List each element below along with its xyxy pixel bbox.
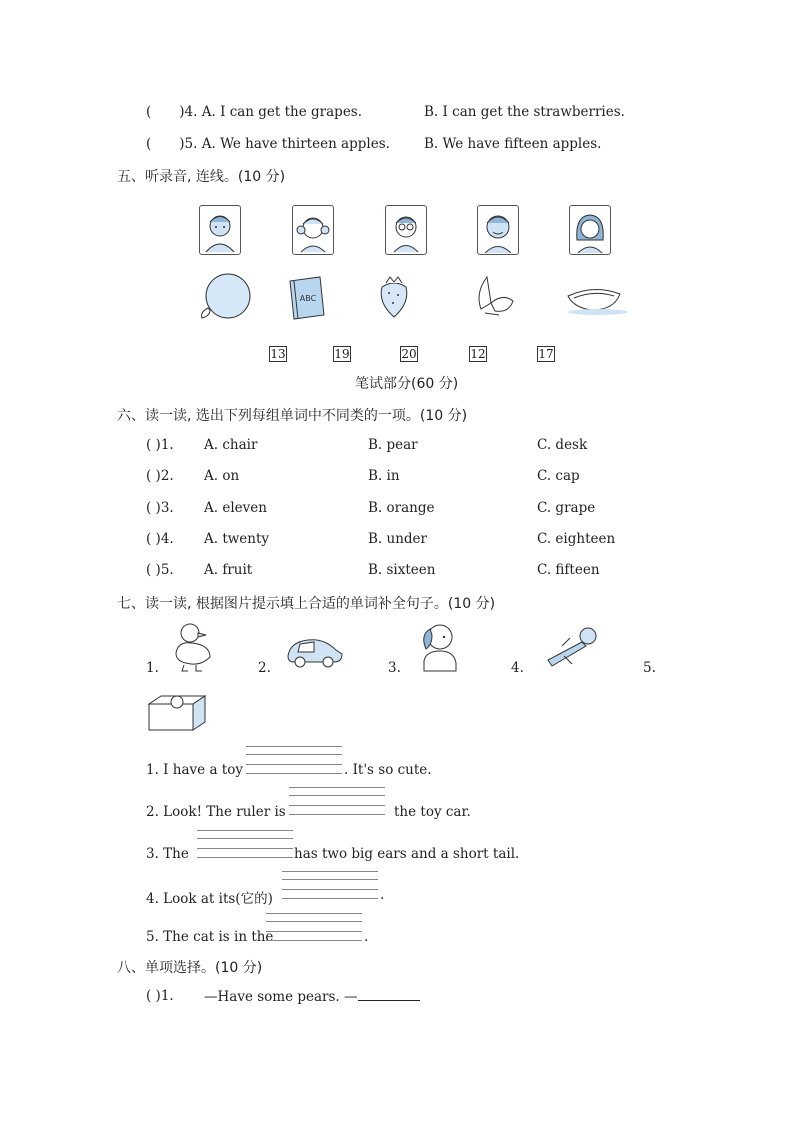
s6-q4-num: ( )4.	[146, 531, 174, 547]
option-a: A. We have thirteen apples.	[201, 136, 390, 152]
s7-answer-line-1[interactable]	[246, 746, 342, 774]
dog-icon	[410, 621, 466, 675]
s6-q2-a: A. on	[204, 468, 240, 484]
answer-paren: (	[146, 104, 152, 120]
s8-q1-blank[interactable]	[358, 988, 420, 1001]
item-number: )5.	[179, 136, 198, 152]
s7-answer-line-5[interactable]	[266, 913, 362, 941]
s6-q2-c: C. cap	[537, 468, 580, 484]
s6-q4-c: C. eighteen	[537, 531, 616, 547]
s8-q1	[204, 988, 420, 1005]
s8-q1-text: —Have some pears. —	[204, 989, 358, 1005]
s6-q2-b: B. in	[368, 468, 400, 484]
s6-q4-a: A. twenty	[204, 531, 270, 547]
s7-sentence-1-start: 1. I have a toy	[146, 762, 243, 778]
listening-item-4	[146, 104, 362, 120]
option-a: A. I can get the grapes.	[201, 104, 363, 120]
s7-sentence-1-end: . It's so cute.	[344, 762, 432, 778]
s6-q3-a: A. eleven	[204, 500, 267, 516]
number-box-4: 12	[470, 347, 486, 361]
s6-q1-num: ( )1.	[146, 437, 174, 453]
number-box-1: 13	[270, 347, 286, 361]
s7-answer-line-4[interactable]	[282, 871, 378, 899]
s6-q2-num: ( )2.	[146, 468, 174, 484]
book-label: ABC	[299, 294, 317, 303]
strawberry-icon	[376, 273, 412, 319]
s7-sentence-3-end: has two big ears and a short tail.	[294, 846, 520, 862]
portrait-man-glasses	[385, 205, 427, 255]
boy-smiling-icon	[478, 206, 518, 254]
s7-sentence-4-end: .	[380, 887, 385, 903]
section5-title: 五、听录音, 连线。(10 分)	[117, 169, 286, 185]
listening-item-5	[146, 136, 390, 152]
section8-title: 八、单项选择。(10 分)	[117, 960, 263, 976]
s7-pic-label-5: 5.	[643, 660, 656, 676]
s7-pic-label-2: 2.	[258, 660, 271, 676]
s6-q5-a: A. fruit	[204, 562, 253, 578]
s7-pic-label-4: 4.	[511, 660, 524, 676]
toy-car-icon	[284, 630, 346, 670]
orange-icon	[196, 272, 252, 322]
duck-icon	[170, 619, 216, 673]
s7-sentence-2-end: the toy car.	[394, 804, 471, 820]
boat-icon	[564, 282, 628, 316]
s7-sentence-3-start: 3. The	[146, 846, 189, 862]
listening-item-4-option-b: B. I can get the strawberries.	[424, 104, 625, 120]
s6-q1-c: C. desk	[537, 437, 588, 453]
girl-pigtails-icon	[293, 206, 333, 254]
s7-answer-line-2[interactable]	[289, 787, 385, 815]
s6-q1-a: A. chair	[204, 437, 258, 453]
s7-answer-line-3[interactable]	[197, 830, 293, 858]
portrait-woman	[569, 205, 611, 255]
number-box-2: 19	[334, 347, 350, 361]
item-number: )4.	[179, 104, 198, 120]
s6-q5-b: B. sixteen	[368, 562, 436, 578]
s8-q1-num: ( )1.	[146, 988, 174, 1004]
s6-q1-b: B. pear	[368, 437, 418, 453]
s7-sentence-5-start: 5. The cat is in the	[146, 929, 274, 945]
s6-q3-c: C. grape	[537, 500, 596, 516]
s7-sentence-2-start: 2. Look! The ruler is	[146, 804, 286, 820]
written-part-title: 笔试部分(60 分)	[355, 376, 459, 392]
s7-pic-label-1: 1.	[146, 660, 159, 676]
boy-thinking-icon	[200, 206, 240, 254]
s6-q3-b: B. orange	[368, 500, 435, 516]
answer-paren: (	[146, 136, 152, 152]
s7-sentence-5-end: .	[364, 929, 369, 945]
portrait-boy-smiling	[477, 205, 519, 255]
box-with-cat-icon	[145, 690, 211, 734]
s6-q5-c: C. fifteen	[537, 562, 600, 578]
portrait-boy-thinking	[199, 205, 241, 255]
s6-q4-b: B. under	[368, 531, 427, 547]
number-box-3: 20	[401, 347, 417, 361]
section7-title: 七、读一读, 根据图片提示填上合适的单词补全句子。(10 分)	[117, 596, 496, 612]
s7-pic-label-3: 3.	[388, 660, 401, 676]
section6-title: 六、读一读, 选出下列每组单词中不同类的一项。(10 分)	[117, 408, 468, 424]
s6-q3-num: ( )3.	[146, 500, 174, 516]
doll-icon	[538, 624, 600, 670]
s6-q5-num: ( )5.	[146, 562, 174, 578]
book-icon	[286, 275, 326, 321]
butterfly-icon	[469, 273, 517, 319]
portrait-girl-pigtails	[292, 205, 334, 255]
number-box-5: 17	[538, 347, 554, 361]
man-glasses-icon	[386, 206, 426, 254]
listening-item-5-option-b: B. We have fifteen apples.	[424, 136, 602, 152]
s7-sentence-4-start: 4. Look at its(它的)	[146, 891, 273, 907]
woman-icon	[570, 206, 610, 254]
